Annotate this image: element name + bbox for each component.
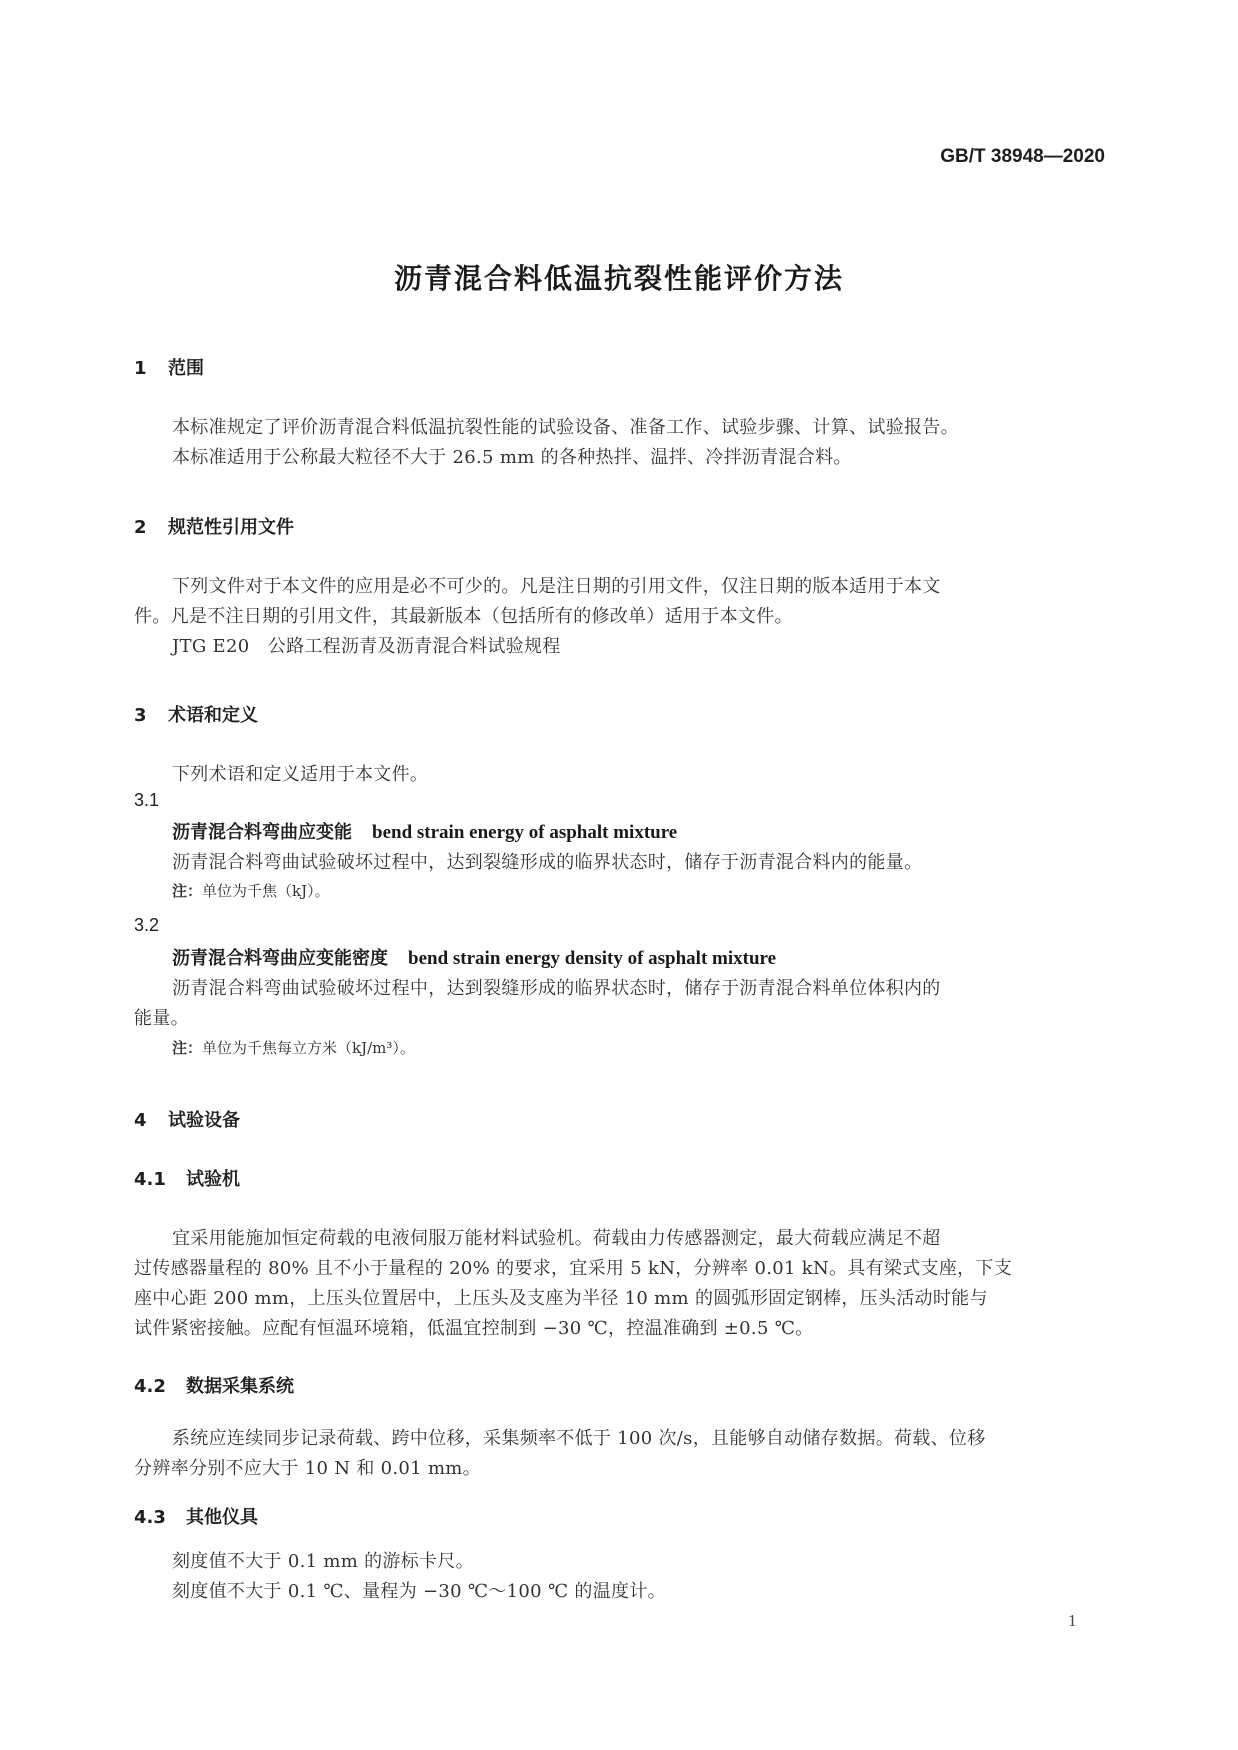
section-2-heading bbox=[134, 513, 294, 539]
section-title: 试验设备 bbox=[168, 1110, 240, 1131]
section-title: 术语和定义 bbox=[168, 705, 258, 726]
paragraph: 本标准适用于公称最大粒径不大于 26.5 mm 的各种热拌、温拌、冷拌沥青混合料。 bbox=[172, 447, 852, 468]
subsection-title: 数据采集系统 bbox=[186, 1376, 294, 1397]
section-number: 1 bbox=[134, 358, 147, 379]
paragraph-line: 试件紧密接触。应配有恒温环境箱，低温宜控制到 −30 ℃，控温准确到 ±0.5 ℃。 bbox=[134, 1318, 814, 1339]
paragraph: 本标准规定了评价沥青混合料低温抗裂性能的试验设备、准备工作、试验步骤、计算、试验报告。 bbox=[172, 417, 959, 438]
section-1-heading bbox=[134, 354, 204, 380]
term-entry bbox=[172, 818, 677, 844]
paragraph: 下列术语和定义适用于本文件。 bbox=[172, 764, 429, 785]
document-code: GB/T 38948—2020 bbox=[940, 146, 1105, 167]
section-title: 范围 bbox=[168, 358, 204, 379]
subsection-number: 4.3 bbox=[134, 1507, 166, 1528]
section-number: 2 bbox=[134, 517, 147, 538]
paragraph-line: 下列文件对于本文件的应用是必不可少的。凡是注日期的引用文件，仅注日期的版本适用于本文 bbox=[172, 576, 941, 597]
term-chinese: 沥青混合料弯曲应变能密度 bbox=[172, 948, 388, 969]
section-4-heading bbox=[134, 1106, 240, 1132]
note-label: 注： bbox=[172, 1039, 203, 1057]
page-number: 1 bbox=[1068, 1611, 1077, 1630]
term-definition: 沥青混合料弯曲试验破坏过程中，达到裂缝形成的临界状态时，储存于沥青混合料内的能量。 bbox=[172, 852, 923, 873]
subsection-number: 4.1 bbox=[134, 1169, 166, 1190]
paragraph-line: 座中心距 200 mm，上压头位置居中，上压头及支座为半径 10 mm 的圆弧形固定钢棒，压头活动时能与 bbox=[134, 1288, 988, 1309]
paragraph-line: 过传感器量程的 80% 且不小于量程的 20% 的要求，宜采用 5 kN，分辨率 0.01 kN。具有梁式支座，下支 bbox=[134, 1258, 1013, 1279]
note-text: 单位为千焦每立方米（kJ/m³）。 bbox=[202, 1039, 415, 1057]
subsection-4-2-heading bbox=[134, 1372, 294, 1398]
term-definition-line: 沥青混合料弯曲试验破坏过程中，达到裂缝形成的临界状态时，储存于沥青混合料单位体积内的 bbox=[172, 978, 941, 999]
paragraph-line: 系统应连续同步记录荷载、跨中位移，采集频率不低于 100 次/s，且能够自动储存数据。荷载、位移 bbox=[172, 1428, 986, 1449]
document-title: 沥青混合料低温抗裂性能评价方法 bbox=[393, 262, 844, 295]
term-definition-line: 能量。 bbox=[134, 1008, 189, 1029]
term-number: 3.2 bbox=[134, 915, 160, 935]
section-number: 3 bbox=[134, 705, 147, 726]
paragraph-line: 分辨率分别不应大于 10 N 和 0.01 mm。 bbox=[134, 1458, 481, 1479]
term-english: bend strain energy of asphalt mixture bbox=[372, 822, 678, 843]
note-label: 注： bbox=[172, 882, 203, 900]
section-title: 规范性引用文件 bbox=[168, 517, 294, 538]
normative-reference: JTG E20 公路工程沥青及沥青混合料试验规程 bbox=[172, 636, 561, 657]
subsection-title: 其他仪具 bbox=[186, 1507, 258, 1528]
section-3-heading bbox=[134, 701, 258, 727]
subsection-number: 4.2 bbox=[134, 1376, 166, 1397]
term-number: 3.1 bbox=[134, 790, 160, 810]
paragraph-line: 件。凡是不注日期的引用文件，其最新版本（包括所有的修改单）适用于本文件。 bbox=[134, 606, 793, 627]
subsection-4-3-heading bbox=[134, 1503, 258, 1529]
term-english: bend strain energy density of asphalt mixture bbox=[408, 948, 777, 969]
term-entry bbox=[172, 944, 776, 970]
term-note bbox=[172, 1037, 415, 1058]
note-text: 单位为千焦（kJ）。 bbox=[202, 882, 330, 900]
paragraph-line: 宜采用能施加恒定荷载的电液伺服万能材料试验机。荷载由力传感器测定，最大荷载应满足不超 bbox=[172, 1228, 941, 1249]
paragraph-line: 刻度值不大于 0.1 mm 的游标卡尺。 bbox=[172, 1551, 474, 1572]
term-chinese: 沥青混合料弯曲应变能 bbox=[172, 822, 352, 843]
paragraph-line: 刻度值不大于 0.1 ℃、量程为 −30 ℃～100 ℃ 的温度计。 bbox=[172, 1581, 666, 1602]
section-number: 4 bbox=[134, 1110, 147, 1131]
subsection-4-1-heading bbox=[134, 1165, 240, 1191]
subsection-title: 试验机 bbox=[186, 1169, 240, 1190]
term-note bbox=[172, 880, 330, 901]
